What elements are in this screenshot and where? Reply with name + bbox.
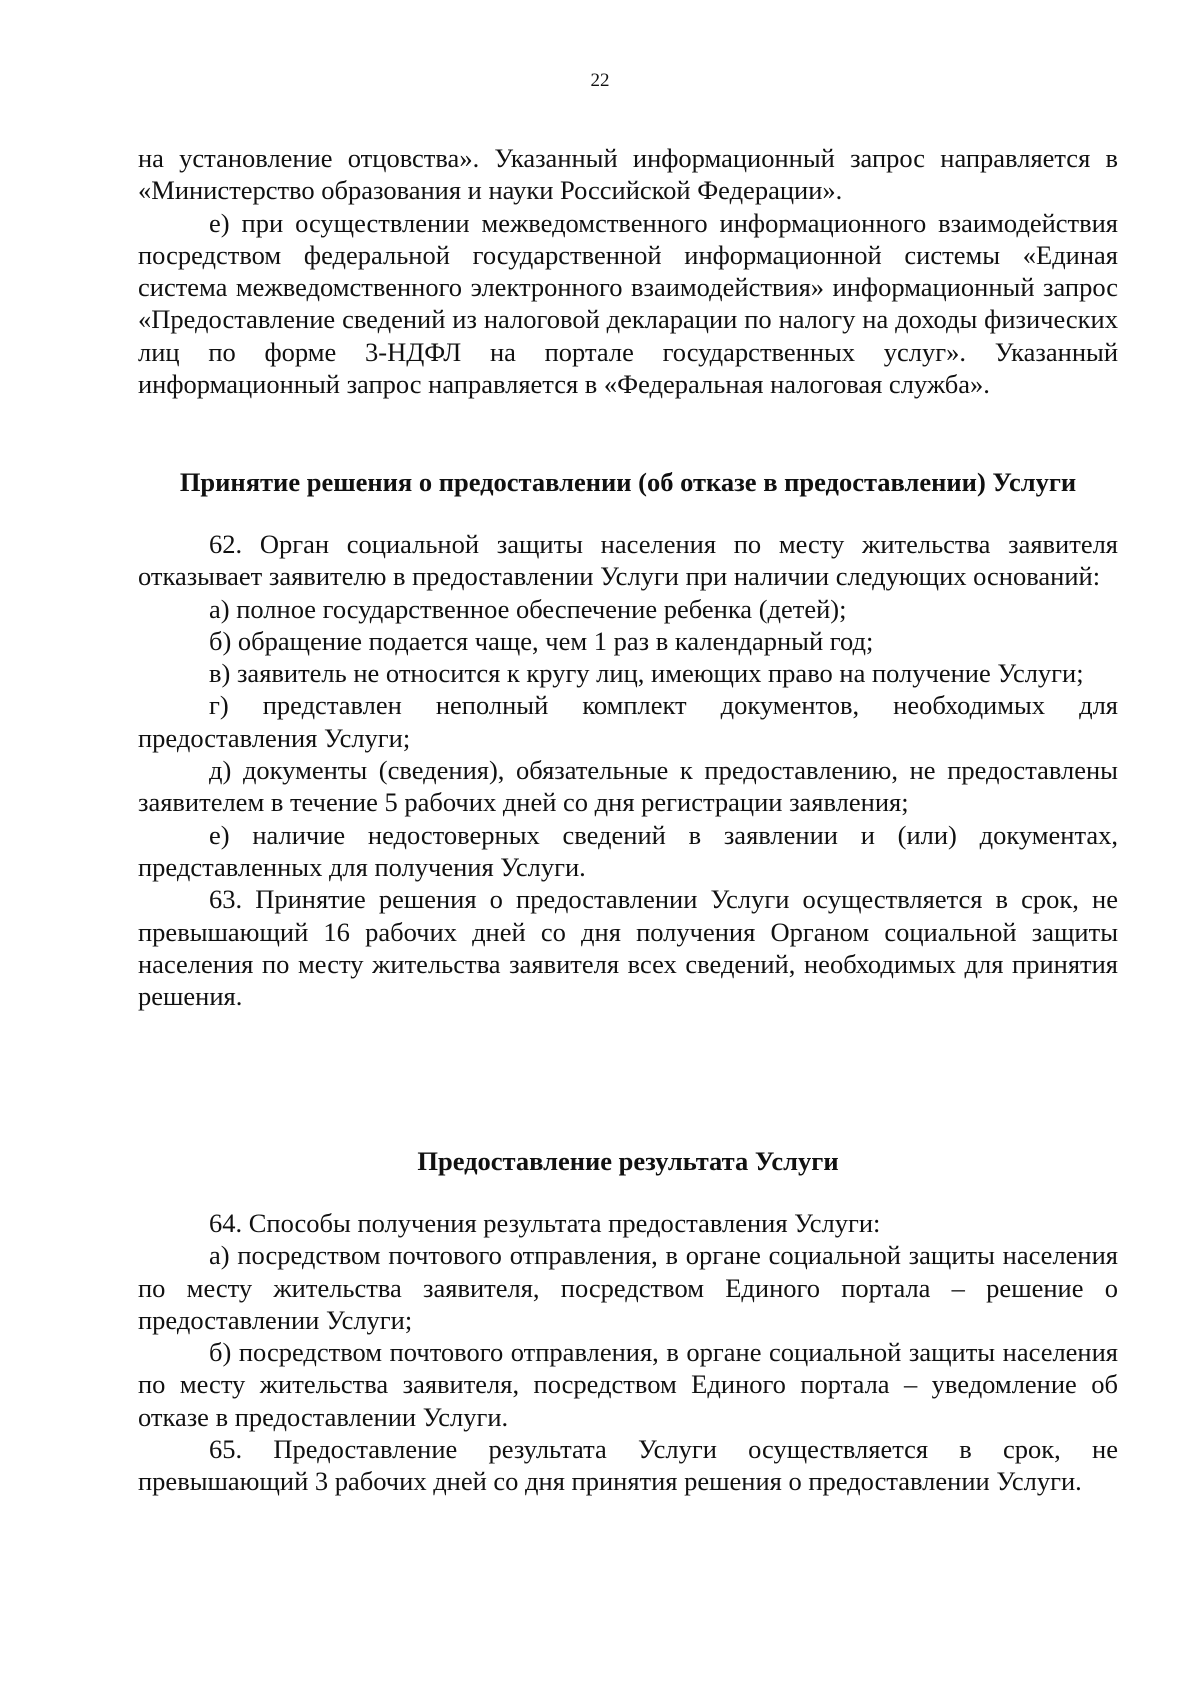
list-item-v: в) заявитель не относится к кругу лиц, имеющих право на получение Услуги;	[209, 658, 1084, 689]
paragraph-63: 63. Принятие решения о предоставлении Услуги осуществляется в срок, не превышающий 16 рабочих дней со дня получения Органом социальной защиты населения по месту жительства заявителя всех сведений, необходимых для принятия решения.	[138, 884, 1118, 1012]
list-item-d: д) документы (сведения), обязательные к предоставлению, не предоставлены заявителем в течение 5 рабочих дней со дня регистрации заявления;	[138, 755, 1118, 818]
list-item-e: е) наличие недостоверных сведений в заявлении и (или) документах, представленных для получения Услуги.	[138, 819, 1118, 882]
section-decision-body	[138, 528, 1118, 1012]
list-item-a: а) посредством почтового отправления, в органе социальной защиты населения по месту жительства заявителя, посредством Единого портала – решение о предоставлении Услуги;	[138, 1240, 1118, 1335]
paragraph-62: 62. Орган социальной защиты населения по месту жительства заявителя отказывает заявителю в предоставлении Услуги при наличии следующих оснований:	[138, 529, 1118, 592]
page-number: 22	[590, 70, 610, 91]
list-item-b: б) посредством почтового отправления, в органе социальной защиты населения по месту жительства заявителя, посредством Единого портала – уведомление об отказе в предоставлении Услуги.	[138, 1337, 1118, 1432]
paragraph-65: 65. Предоставление результата Услуги осуществляется в срок, не превышающий 3 рабочих дней со дня принятия решения о предоставлении Услуги.	[138, 1434, 1118, 1497]
continued-text-block	[138, 142, 1118, 400]
list-item-g: г) представлен неполный комплект документов, необходимых для предоставления Услуги;	[138, 690, 1118, 753]
paragraph-continuation: на установление отцовства». Указанный информационный запрос направляется в «Министерство образования и науки Российской Федерации».	[138, 143, 1118, 206]
section-result-body	[138, 1207, 1118, 1498]
list-item-b: б) обращение подается чаще, чем 1 раз в календарный год;	[209, 625, 874, 656]
paragraph-item-e: е) при осуществлении межведомственного информационного взаимодействия посредством федеральной государственной информационной системы «Единая система межведомственного электронного взаимодействия» информационный запрос «Предоставление сведений из налоговой декларации по налогу на доходы физических лиц по форме 3-НДФЛ на портале государственных услуг». Указанный информационный запрос направляется в «Федеральная налоговая служба».	[138, 207, 1118, 400]
section-heading-result: Предоставление результата Услуги	[417, 1146, 839, 1176]
section-heading-decision: Принятие решения о предоставлении (об отказе в предоставлении) Услуги	[179, 467, 1077, 497]
list-item-a: а) полное государственное обеспечение ребенка (детей);	[209, 593, 847, 624]
paragraph-64: 64. Способы получения результата предоставления Услуги:	[209, 1208, 881, 1238]
